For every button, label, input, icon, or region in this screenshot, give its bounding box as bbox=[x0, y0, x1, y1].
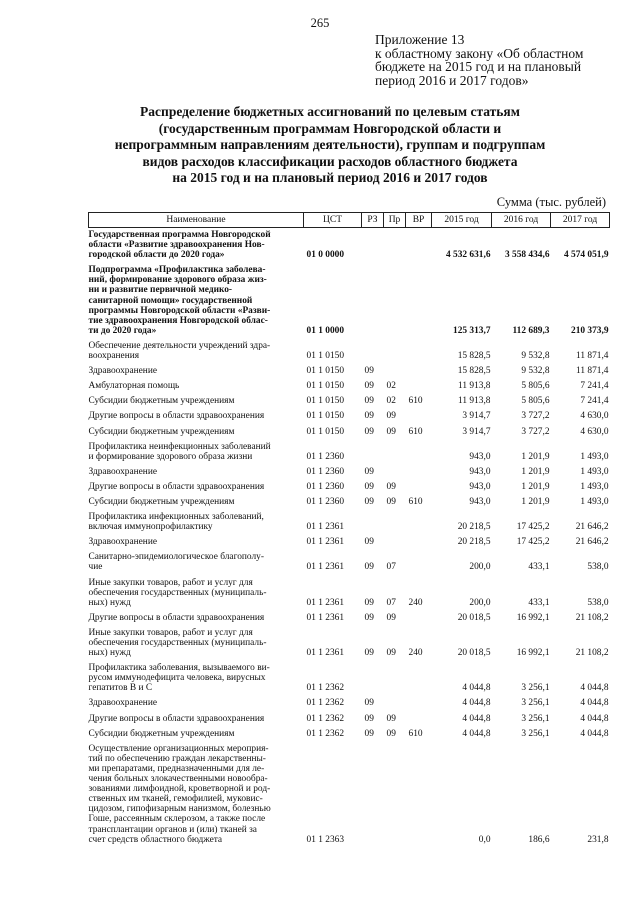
table-row bbox=[89, 535, 610, 550]
row-2016: 16 992,1 bbox=[516, 612, 550, 623]
table-row bbox=[89, 495, 610, 510]
row-2015: 943,0 bbox=[469, 481, 491, 492]
row-pr: 09 bbox=[386, 648, 396, 659]
appendix-line: период 2016 и 2017 годов» bbox=[375, 72, 529, 88]
row-pr bbox=[384, 661, 406, 696]
row-vr: 610 bbox=[408, 426, 423, 437]
row-cst: 01 1 2363 bbox=[306, 834, 344, 845]
row-pr bbox=[384, 535, 406, 550]
row-2017: 4 574 051,9 bbox=[563, 250, 609, 261]
row-rz: 09 bbox=[364, 396, 374, 407]
row-vr bbox=[406, 228, 432, 264]
row-vr: 610 bbox=[408, 396, 423, 407]
table-row bbox=[89, 611, 610, 626]
row-vr bbox=[406, 379, 432, 394]
row-pr bbox=[384, 440, 406, 465]
row-rz bbox=[362, 510, 384, 535]
row-2015: 20 218,5 bbox=[457, 537, 491, 548]
header-2016: 2016 год bbox=[492, 213, 551, 228]
row-rz bbox=[362, 228, 384, 264]
table-row bbox=[89, 626, 610, 661]
row-2015: 3 914,7 bbox=[462, 426, 491, 437]
row-pr bbox=[384, 339, 406, 364]
row-2017: 1 493,0 bbox=[580, 466, 609, 477]
row-name: Здравоохранение bbox=[88, 466, 157, 477]
row-2017: 7 241,4 bbox=[580, 396, 609, 407]
header-cst: ЦСТ bbox=[304, 213, 362, 228]
row-name: Профилактика инфекционных заболеваний, включая иммунопрофилактику bbox=[88, 512, 264, 533]
row-2017: 538,0 bbox=[587, 597, 609, 608]
row-2016: 433,1 bbox=[528, 597, 550, 608]
row-2017: 4 044,8 bbox=[580, 698, 609, 709]
row-2015: 11 913,8 bbox=[458, 381, 491, 392]
row-rz bbox=[362, 661, 384, 696]
row-rz: 09 bbox=[364, 562, 374, 573]
title-line: на 2015 год и на плановый период 2016 и 2017 годов bbox=[172, 170, 488, 186]
row-2017: 21 108,2 bbox=[575, 648, 609, 659]
header-pr: Пр bbox=[384, 213, 406, 228]
row-cst: 01 1 2362 bbox=[306, 728, 344, 739]
row-pr bbox=[384, 510, 406, 535]
row-2016: 3 256,1 bbox=[521, 713, 550, 724]
row-2017: 21 646,2 bbox=[575, 537, 609, 548]
row-2017: 1 493,0 bbox=[580, 451, 609, 462]
row-pr bbox=[384, 465, 406, 480]
row-name: Другие вопросы в области здравоохранения bbox=[88, 481, 265, 492]
appendix-note bbox=[375, 33, 583, 87]
appendix-line: Приложение 13 bbox=[375, 32, 465, 47]
row-name: Здравоохранение bbox=[88, 698, 157, 709]
row-2015: 943,0 bbox=[469, 451, 491, 462]
table-row bbox=[89, 510, 610, 535]
row-pr: 09 bbox=[386, 481, 396, 492]
row-2017: 4 630,0 bbox=[580, 411, 609, 422]
row-2016: 5 805,6 bbox=[521, 381, 550, 392]
row-cst: 01 1 0150 bbox=[306, 426, 344, 437]
row-2016: 9 532,8 bbox=[521, 366, 550, 377]
table-body bbox=[89, 228, 610, 848]
row-vr bbox=[406, 611, 432, 626]
row-2015: 3 914,7 bbox=[462, 411, 491, 422]
row-cst: 01 1 2361 bbox=[306, 562, 344, 573]
title-line: (государственным программам Новгородской области и bbox=[158, 120, 502, 136]
row-cst: 01 1 2360 bbox=[306, 451, 344, 462]
row-rz: 09 bbox=[364, 537, 374, 548]
row-2016: 9 532,8 bbox=[521, 351, 550, 362]
row-2016: 5 805,6 bbox=[521, 396, 550, 407]
row-name: Амбулаторная помощь bbox=[88, 381, 180, 392]
row-vr: 610 bbox=[408, 728, 423, 739]
row-2016: 1 201,9 bbox=[521, 466, 550, 477]
row-pr bbox=[384, 263, 406, 339]
row-rz: 09 bbox=[364, 612, 374, 623]
row-rz: 09 bbox=[364, 648, 374, 659]
row-pr: 09 bbox=[386, 496, 396, 507]
table-row bbox=[89, 696, 610, 711]
row-vr bbox=[406, 712, 432, 727]
row-rz bbox=[362, 440, 384, 465]
title-line: видов расходов классификации расходов областного бюджета bbox=[142, 153, 518, 169]
row-2015: 4 044,8 bbox=[462, 698, 491, 709]
table-row bbox=[89, 409, 610, 424]
row-2016: 3 727,2 bbox=[521, 426, 550, 437]
row-2017: 21 646,2 bbox=[575, 522, 609, 533]
table-row bbox=[89, 712, 610, 727]
row-2016: 433,1 bbox=[528, 562, 550, 573]
table-row bbox=[89, 661, 610, 696]
document-title bbox=[60, 104, 600, 187]
row-cst: 01 1 2361 bbox=[306, 597, 344, 608]
row-2016: 17 425,2 bbox=[516, 522, 550, 533]
row-2016: 1 201,9 bbox=[521, 496, 550, 507]
row-rz: 09 bbox=[364, 426, 374, 437]
row-2016: 112 689,3 bbox=[512, 325, 550, 336]
row-2015: 943,0 bbox=[469, 466, 491, 477]
table-row bbox=[89, 440, 610, 465]
row-name: Подпрограмма «Профилактика заболева- ний, формирование здорового образа жиз- ни и развитие первичной медико- санитарной помощи» государственной программы Новгородской области «Разви- тие здравоохранения Новгородской облас- ти до 2020 года» bbox=[88, 265, 271, 336]
row-2015: 11 913,8 bbox=[458, 396, 491, 407]
row-2015: 200,0 bbox=[469, 597, 491, 608]
row-rz: 09 bbox=[364, 496, 374, 507]
row-pr bbox=[384, 742, 406, 848]
row-pr bbox=[384, 228, 406, 264]
row-cst: 01 1 2361 bbox=[306, 648, 344, 659]
row-cst: 01 1 0150 bbox=[306, 396, 344, 407]
row-rz: 09 bbox=[364, 366, 374, 377]
appendix-line: бюджете на 2015 год и на плановый bbox=[375, 59, 582, 74]
row-cst: 01 1 2361 bbox=[306, 522, 344, 533]
table-row bbox=[89, 465, 610, 480]
row-cst: 01 1 0150 bbox=[306, 366, 344, 377]
row-pr: 09 bbox=[386, 713, 396, 724]
row-vr bbox=[406, 742, 432, 848]
row-2016: 16 992,1 bbox=[516, 648, 550, 659]
row-cst: 01 1 2361 bbox=[306, 537, 344, 548]
row-2017: 4 630,0 bbox=[580, 426, 609, 437]
row-vr bbox=[406, 480, 432, 495]
row-vr bbox=[406, 510, 432, 535]
row-2016: 3 256,1 bbox=[521, 728, 550, 739]
header-rz: РЗ bbox=[362, 213, 384, 228]
row-vr bbox=[406, 535, 432, 550]
row-rz: 09 bbox=[364, 728, 374, 739]
row-cst: 01 1 0150 bbox=[306, 351, 344, 362]
row-cst: 01 1 2361 bbox=[306, 612, 344, 623]
row-rz: 09 bbox=[364, 698, 374, 709]
row-2015: 943,0 bbox=[469, 496, 491, 507]
row-name: Санитарно-эпидемиологическое благополу- чие bbox=[88, 552, 264, 573]
row-name: Профилактика неинфекционных заболеваний и формирование здорового образа жизни bbox=[88, 441, 271, 462]
row-name: Субсидии бюджетным учреждениям bbox=[88, 728, 235, 739]
budget-table bbox=[88, 212, 610, 848]
row-2016: 17 425,2 bbox=[516, 537, 550, 548]
row-2016: 3 256,1 bbox=[521, 698, 550, 709]
row-name: Другие вопросы в области здравоохранения bbox=[88, 411, 265, 422]
row-2015: 200,0 bbox=[469, 562, 491, 573]
header-name: Наименование bbox=[89, 213, 304, 228]
row-rz: 09 bbox=[364, 411, 374, 422]
row-pr: 09 bbox=[386, 411, 396, 422]
row-vr: 610 bbox=[408, 496, 423, 507]
row-pr bbox=[384, 696, 406, 711]
row-2015: 20 218,5 bbox=[457, 522, 491, 533]
table-row bbox=[89, 263, 610, 339]
row-2015: 15 828,5 bbox=[457, 366, 491, 377]
row-2017: 7 241,4 bbox=[580, 381, 609, 392]
row-vr bbox=[406, 263, 432, 339]
row-2015: 4 044,8 bbox=[462, 713, 491, 724]
row-vr bbox=[406, 339, 432, 364]
row-2017: 21 108,2 bbox=[575, 612, 609, 623]
row-rz: 09 bbox=[364, 381, 374, 392]
row-name: Другие вопросы в области здравоохранения bbox=[88, 612, 265, 623]
row-2017: 4 044,8 bbox=[580, 728, 609, 739]
row-name: Иные закупки товаров, работ и услуг для обеспечения государственных (муниципаль- ных) нужд bbox=[88, 627, 267, 659]
table-row bbox=[89, 550, 610, 575]
row-vr bbox=[406, 550, 432, 575]
row-2017: 1 493,0 bbox=[580, 481, 609, 492]
row-2015: 4 044,8 bbox=[462, 683, 491, 694]
row-name: Другие вопросы в области здравоохранения bbox=[88, 713, 265, 724]
row-name: Иные закупки товаров, работ и услуг для обеспечения государственных (муниципаль- ных) нужд bbox=[88, 577, 267, 608]
row-vr: 240 bbox=[408, 648, 423, 659]
row-2017: 210 373,9 bbox=[571, 325, 609, 336]
row-2016: 3 558 434,6 bbox=[504, 250, 550, 261]
row-2015: 125 313,7 bbox=[453, 325, 491, 336]
row-pr: 09 bbox=[386, 612, 396, 623]
row-cst: 01 1 0150 bbox=[306, 411, 344, 422]
title-line: Распределение бюджетных ассигнований по целевым статьям bbox=[140, 104, 520, 119]
row-2017: 538,0 bbox=[587, 562, 609, 573]
page-number: 265 bbox=[310, 16, 330, 30]
row-2016: 3 256,1 bbox=[521, 683, 550, 694]
row-name: Профилактика заболевания, вызываемого ви- русом иммунодефицита человека, вирусных гепатитов В и С bbox=[88, 663, 270, 694]
row-name: Здравоохранение bbox=[88, 366, 157, 377]
row-2016: 3 727,2 bbox=[521, 411, 550, 422]
row-rz bbox=[362, 339, 384, 364]
row-name: Осуществление организационных мероприя- тий по обеспечению граждан лекарственны- ми препаратами, предназначенными для ле- чения больных злокачественными новообра- зованиями лимфоидной, кроветворной и род- ственных им тканей, гемофилией, муковис- цидозом, гипофизарным нанизмом, болезнью Гоше, рассеянным склерозом, а также после трансплантации органов и (или) тканей за счет средств областного бюджета bbox=[88, 743, 271, 845]
row-rz bbox=[362, 263, 384, 339]
row-cst: 01 1 2360 bbox=[306, 466, 344, 477]
row-cst: 01 1 2362 bbox=[306, 683, 344, 694]
table-header-row bbox=[89, 213, 610, 228]
row-cst: 01 1 2360 bbox=[306, 496, 344, 507]
row-pr: 07 bbox=[386, 562, 396, 573]
row-cst: 01 1 0000 bbox=[306, 325, 344, 336]
row-2015: 4 532 631,6 bbox=[445, 250, 491, 261]
row-2015: 20 018,5 bbox=[457, 612, 491, 623]
row-vr bbox=[406, 440, 432, 465]
row-2016: 186,6 bbox=[528, 834, 550, 845]
title-line: непрограммным направлениям деятельности), группам и подгруппам bbox=[114, 137, 546, 153]
row-2017: 11 871,4 bbox=[576, 351, 609, 362]
table-row bbox=[89, 742, 610, 848]
row-2015: 4 044,8 bbox=[462, 728, 491, 739]
row-name: Государственная программа Новгородской области «Развитие здравоохранения Нов- городской области до 2020 года» bbox=[88, 230, 271, 261]
table-row bbox=[89, 394, 610, 409]
row-name: Субсидии бюджетным учреждениям bbox=[88, 396, 235, 407]
row-pr: 02 bbox=[386, 381, 396, 392]
row-vr bbox=[406, 465, 432, 480]
table-row bbox=[89, 339, 610, 364]
row-cst: 01 0 0000 bbox=[306, 250, 344, 261]
row-2017: 4 044,8 bbox=[580, 713, 609, 724]
table-row bbox=[89, 727, 610, 742]
row-2017: 4 044,8 bbox=[580, 683, 609, 694]
row-2016: 1 201,9 bbox=[521, 481, 550, 492]
row-name: Обеспечение деятельности учреждений здра- воохранения bbox=[88, 340, 271, 362]
header-2017: 2017 год bbox=[551, 213, 610, 228]
row-vr: 240 bbox=[408, 597, 423, 608]
row-vr bbox=[406, 696, 432, 711]
row-rz: 09 bbox=[364, 466, 374, 477]
row-2015: 20 018,5 bbox=[457, 648, 491, 659]
row-2015: 0,0 bbox=[478, 834, 491, 845]
row-pr bbox=[384, 364, 406, 379]
row-rz: 09 bbox=[364, 597, 374, 608]
table-row bbox=[89, 228, 610, 264]
row-name: Субсидии бюджетным учреждениям bbox=[88, 496, 235, 507]
row-cst: 01 1 2360 bbox=[306, 481, 344, 492]
header-2015: 2015 год bbox=[432, 213, 492, 228]
row-cst: 01 1 0150 bbox=[306, 381, 344, 392]
row-pr: 09 bbox=[386, 728, 396, 739]
row-cst: 01 1 2362 bbox=[306, 698, 344, 709]
appendix-line: к областному закону «Об областном bbox=[375, 45, 584, 61]
table-row bbox=[89, 425, 610, 440]
row-2017: 231,8 bbox=[587, 834, 609, 845]
row-name: Здравоохранение bbox=[88, 537, 157, 548]
row-pr: 07 bbox=[386, 597, 396, 608]
row-vr bbox=[406, 364, 432, 379]
table-row bbox=[89, 480, 610, 495]
row-vr bbox=[406, 661, 432, 696]
row-pr: 09 bbox=[386, 426, 396, 437]
row-rz: 09 bbox=[364, 481, 374, 492]
table-row bbox=[89, 379, 610, 394]
row-2017: 1 493,0 bbox=[580, 496, 609, 507]
header-vr: ВР bbox=[406, 213, 432, 228]
table-row bbox=[89, 364, 610, 379]
row-cst: 01 1 2362 bbox=[306, 713, 344, 724]
units-label: Сумма (тыс. рублей) bbox=[496, 195, 606, 209]
row-pr: 02 bbox=[386, 396, 396, 407]
row-2015: 15 828,5 bbox=[457, 351, 491, 362]
table-row bbox=[89, 576, 610, 611]
row-rz: 09 bbox=[364, 713, 374, 724]
row-rz bbox=[362, 742, 384, 848]
row-vr bbox=[406, 409, 432, 424]
row-2017: 11 871,4 bbox=[576, 366, 609, 377]
row-2016: 1 201,9 bbox=[521, 451, 550, 462]
row-name: Субсидии бюджетным учреждениям bbox=[88, 426, 235, 437]
